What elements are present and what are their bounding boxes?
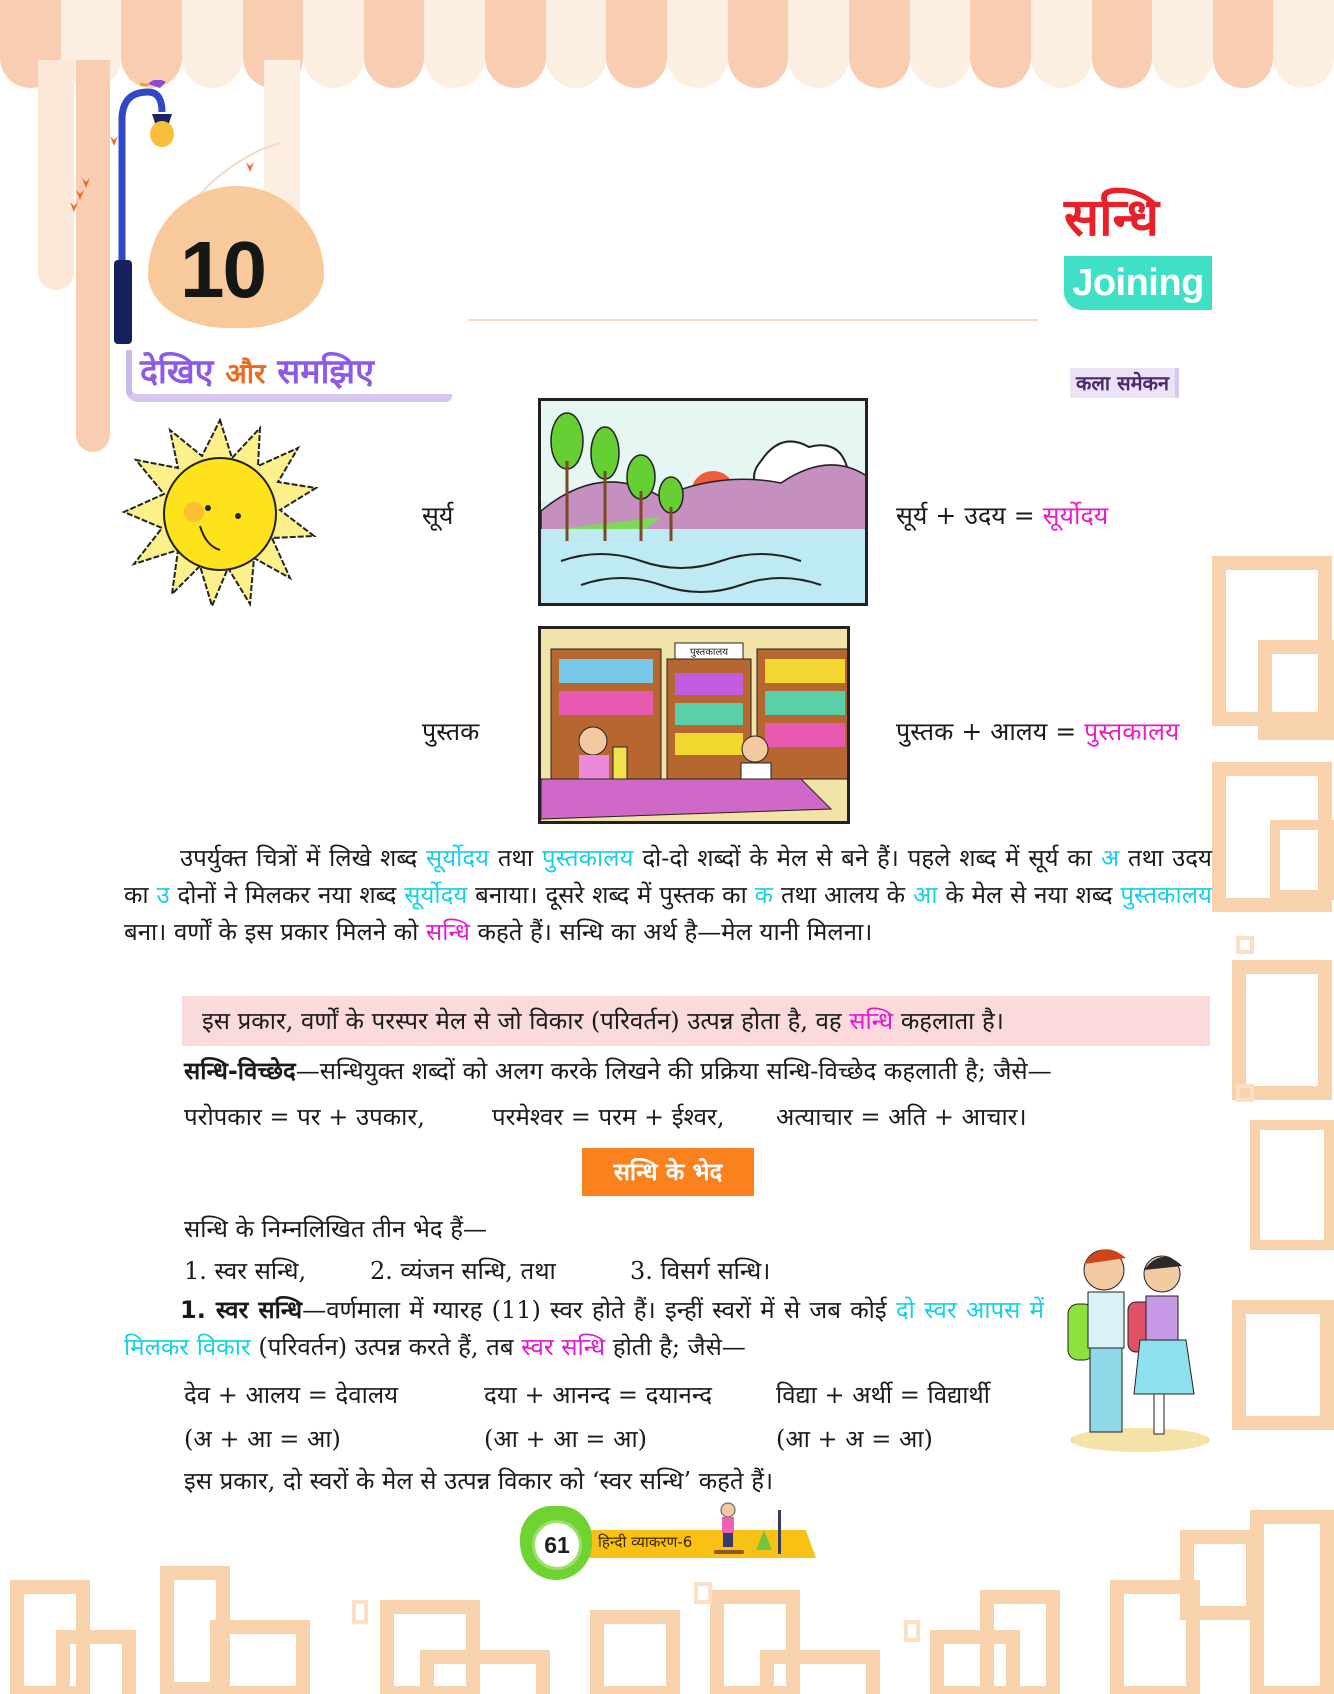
sandhi-viched-example-2: परमेश्वर = परम + ईश्वर, [492,1103,725,1131]
swar-rule-1: (अ + आ = आ) [184,1425,341,1453]
sandhi-viched-example-3: अत्याचार = अति + आचार। [776,1103,1027,1131]
section-heading [126,350,452,402]
square-decoration [1250,1510,1334,1694]
square-decoration [1236,936,1254,954]
intro-paragraph: उपर्युक्त चित्रों में लिखे शब्द सूर्योदय तथा पुस्तकालय दो-दो शब्दों के मेल से बने हैं। पहले शब्द में सूर्य का अ तथा उदय का उ दोनों ने मिलकर नया शब्द सूर्योदय बनाया। दूसरे शब्द में पुस्तक का क तथा आलय के आ के मेल से नया शब्द पुस्तकालय बना। वर्णों के इस प्रकार मिलने को सन्धि कहते हैं। सन्धि का अर्थ है—मेल यानी मिलना। [124,844,1212,946]
square-decoration [590,1610,680,1694]
square-decoration [760,1650,880,1694]
book-title: हिन्दी व्याकरण-6 [598,1533,693,1551]
svg-text:पुस्तकालय: पुस्तकालय [689,647,729,658]
square-decoration [352,1600,368,1624]
section-heading-part2: और [225,357,266,390]
square-decoration [1270,820,1334,900]
page-number: 61 [532,1520,582,1570]
sandhi-viched-example-1: परोपकार = पर + उपकार, [184,1103,425,1131]
sandhi-viched-definition: सन्धि-विच्छेद—सन्धियुक्त शब्दों को अलग करके लिखने की प्रक्रिया सन्धि-विच्छेद कहलाती है; जैसे— [184,1057,1052,1085]
skater-girl-icon [706,1500,786,1560]
library-illustration [538,626,850,824]
square-decoration [694,1582,712,1604]
swar-example-3: विद्या + अर्थी = विद्यार्थी [776,1381,990,1409]
sunrise-illustration [538,398,868,606]
section-heading-part1: देखिए [140,352,214,392]
awning-decoration [0,0,1334,90]
section-heading-part3: समझिए [277,352,374,392]
swar-rule-2: (आ + आ = आ) [484,1425,648,1453]
swar-sandhi-definition: 1. स्वर सन्धि—वर्णमाला में ग्यारह (11) स्वर होते हैं। इन्हीं स्वरों में से जब कोई दो स्वर आपस में मिलकर विकार (परिवर्तन) उत्पन्न करते हैं, तब स्वर सन्धि होती है; जैसे— [124,1296,1044,1361]
chapter-title: सन्धि [1064,188,1160,248]
example-result-1: सूर्योदय [1042,501,1109,530]
swar-example-2: दया + आनन्द = दयानन्द [484,1381,712,1409]
square-decoration [1232,1300,1334,1430]
square-decoration [1258,640,1334,740]
example-equation-1: सूर्य + उदय = सूर्योदय [896,501,1109,530]
sandhi-type-2: 2. व्यंजन सन्धि, तथा [370,1257,556,1285]
chapter-number: 10 [180,225,265,314]
example-word-2: पुस्तक [422,717,480,746]
square-decoration [980,1590,1060,1694]
swar-sandhi-term: 1. स्वर सन्धि [180,1296,303,1324]
art-integration-tag: कला समेकन [1070,368,1179,398]
example-word-1: सूर्य [422,501,454,530]
swar-example-1: देव + आलय = देवालय [184,1381,399,1409]
square-decoration [1236,1084,1254,1102]
chapter-subtitle: Joining [1064,256,1212,310]
example-result-2: पुस्तकालय [1084,717,1180,746]
square-decoration [1180,1530,1260,1620]
square-decoration [56,1630,136,1694]
school-children-illustration [1060,1244,1210,1454]
square-decoration [1250,1120,1334,1250]
square-decoration [210,1620,310,1694]
swar-sandhi-conclusion: इस प्रकार, दो स्वरों के मेल से उत्पन्न विकार को ‘स्वर सन्धि’ कहते हैं। [184,1467,774,1495]
sandhi-types-intro: सन्धि के निम्नलिखित तीन भेद हैं— [184,1215,487,1243]
sandhi-type-1: 1. स्वर सन्धि, [184,1257,307,1285]
square-decoration [904,1620,920,1642]
sandhi-type-3: 3. विसर्ग सन्धि। [630,1257,771,1285]
title-divider [468,319,1038,321]
square-decoration [1232,960,1332,1100]
definition-callout: इस प्रकार, वर्णों के परस्पर मेल से जो विकार (परिवर्तन) उत्पन्न होता है, वह सन्धि कहलाता है। [182,996,1210,1046]
definition-term: सन्धि [849,1007,894,1035]
sun-illustration [120,418,320,608]
swar-rule-3: (आ + अ = आ) [776,1425,933,1453]
example-equation-2: पुस्तक + आलय = पुस्तकालय [896,717,1180,746]
sandhi-types-heading: सन्धि के भेद [582,1148,754,1196]
sandhi-viched-term: सन्धि-विच्छेद [184,1057,296,1085]
square-decoration [420,1650,550,1694]
